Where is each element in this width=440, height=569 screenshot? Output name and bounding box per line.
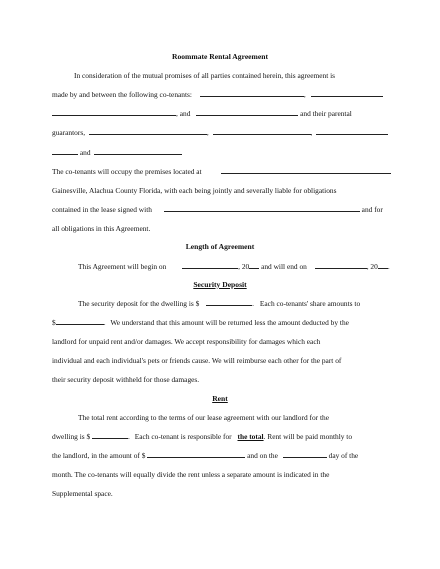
- rent-line-1: The total rent according to the terms of our lease agreement with our landlord for the: [78, 413, 329, 422]
- the-total-text: the total: [237, 432, 264, 441]
- begin-year-field[interactable]: [249, 262, 259, 269]
- guarantor-field-4[interactable]: [52, 148, 78, 155]
- co-tenant-name-field-1[interactable]: [200, 90, 304, 97]
- guarantor-field-5[interactable]: [94, 148, 182, 155]
- document-title: Roommate Rental Agreement: [171, 52, 269, 61]
- landlord-amount-label: the landlord, in the amount of $: [52, 451, 146, 460]
- begin-date-field[interactable]: [182, 262, 238, 269]
- dollar-sign: $: [52, 318, 56, 327]
- security-line-1: The security deposit for the dwelling is $ . Each co-tenants' share amounts to: [78, 299, 361, 308]
- intro-line-1: In consideration of the mutual promises of all parties contained herein, this agreement is: [74, 71, 336, 80]
- security-line-4: individual and each individual's pets or friends cause. We will reimburse each other for the part of: [52, 356, 342, 365]
- rent-line-3: [52, 451, 358, 460]
- intro-line-9: all obligations in this Agreement.: [52, 224, 151, 233]
- end-year-field[interactable]: [378, 262, 388, 269]
- landlord-name-field[interactable]: [164, 205, 360, 212]
- guarantor-field-1[interactable]: [89, 128, 207, 135]
- parental-label: and their parental: [300, 109, 352, 118]
- rent-line-2: dwelling is $ . Each co-tenant is responsible for the total. Rent will be paid monthly to: [52, 432, 353, 441]
- co-tenant-name-field-2[interactable]: [311, 90, 383, 97]
- intro-line-6: [52, 167, 391, 176]
- security-line-2: $ . We understand that this amount will be returned less the amount deducted by the: [52, 318, 349, 327]
- premises-address-field[interactable]: [221, 167, 391, 174]
- and-label: and: [179, 109, 191, 118]
- monthly-amount-field[interactable]: [147, 451, 245, 458]
- total-rent-field[interactable]: [92, 432, 128, 439]
- length-line: This Agreement will begin on , 20 and will end on , 20 .: [78, 262, 390, 271]
- end-date-field[interactable]: [315, 262, 367, 269]
- lease-signed-label: contained in the lease signed with: [52, 205, 152, 214]
- begin-label: This Agreement will begin on: [78, 262, 167, 271]
- intro-line-5: [52, 148, 182, 157]
- security-line-5: their security deposit withheld for those damages.: [52, 375, 200, 384]
- rent-heading: Rent: [212, 394, 228, 403]
- security-text-2: We understand that this amount will be returned less the amount deducted by the: [110, 318, 349, 327]
- rent-line-5: Supplemental space.: [52, 489, 113, 498]
- day-of-label: day of the: [328, 451, 359, 460]
- security-line-3: landlord for unpaid rent and/or damages. We accept responsibility for damages which each: [52, 337, 321, 346]
- intro-line-4: guarantors, , ,: [52, 128, 388, 137]
- co-tenant-name-field-3[interactable]: [52, 109, 176, 116]
- length-heading: Length of Agreement: [185, 242, 255, 251]
- guarantor-field-3[interactable]: [316, 128, 388, 135]
- security-deposit-label: The security deposit for the dwelling is $: [78, 299, 200, 308]
- due-day-field[interactable]: [283, 451, 327, 458]
- co-tenant-name-field-4[interactable]: [196, 109, 298, 116]
- guarantor-field-2[interactable]: [213, 128, 311, 135]
- rent-line-4: month. The co-tenants will equally divide the rent unless a separate amount is indicated in the: [52, 470, 330, 479]
- end-century: 20: [370, 262, 378, 271]
- intro-line-7: Gainesville, Alachua County Florida, with each being jointly and severally liable for obligations: [52, 186, 337, 195]
- dwelling-label: dwelling is $: [52, 432, 91, 441]
- intro-line-2: made by and between the following co-tenants: ,: [52, 90, 383, 99]
- co-tenants-label: made by and between the following co-tenants:: [52, 90, 192, 99]
- security-heading: Security Deposit: [193, 280, 247, 289]
- guarantors-label: guarantors,: [52, 128, 86, 137]
- and-label-2: and: [79, 148, 91, 157]
- security-deposit-amount-field[interactable]: [206, 299, 252, 306]
- share-amount-field[interactable]: [56, 318, 104, 325]
- on-the-label: and on the: [247, 451, 278, 460]
- and-for-label: and for: [361, 205, 383, 214]
- responsible-label: Each co-tenant is responsible for: [134, 432, 232, 441]
- intro-line-8: [52, 205, 383, 214]
- begin-century: 20: [241, 262, 250, 271]
- intro-line-3: , and and their parental: [52, 109, 352, 118]
- premises-label: The co-tenants will occupy the premises located at: [52, 167, 202, 176]
- end-label: and will end on: [261, 262, 307, 271]
- share-label: Each co-tenants' share amounts to: [259, 299, 361, 308]
- rent-monthly-text: . Rent will be paid monthly to: [263, 432, 353, 441]
